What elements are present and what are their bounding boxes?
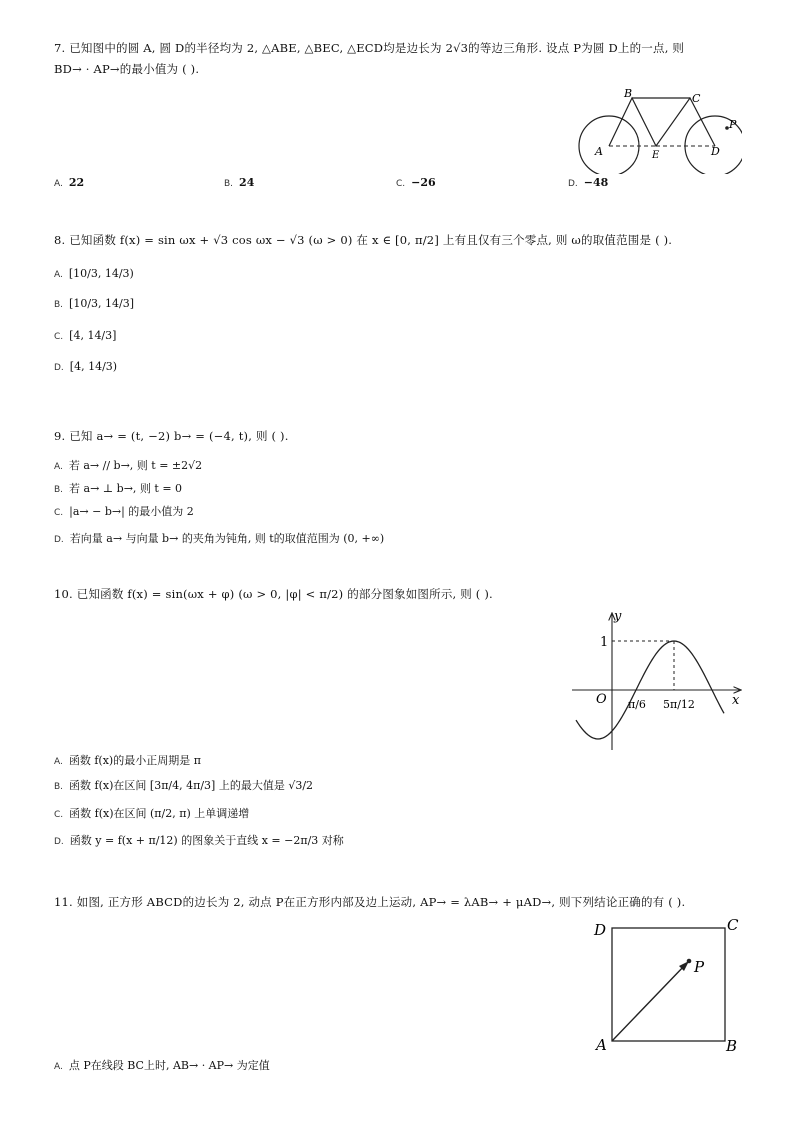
q10-option-c: C. 函数 f(x)在区间 (π/2, π) 上单调递增: [54, 807, 250, 820]
q10-sine-graph: [568, 608, 748, 753]
q10-option-b: B. 函数 f(x)在区间 [3π/4, 4π/3] 上的最大值是 √3/2: [54, 779, 314, 792]
label-d: D: [711, 145, 720, 158]
y-one-label: 1: [600, 635, 609, 650]
q10-option-d: D. 函数 y = f(x + π/12) 的图象关于直线 x = −2π/3 对称: [54, 834, 344, 847]
q7-stem-line1: 7. 已知图中的圆 A, 圆 D的半径均为 2, △ABE, △BEC, △ECD均是边长为 2√3的等边三角形. 设点 P为圆 D上的一点, 则: [54, 41, 685, 55]
label-c: C: [692, 92, 701, 105]
q9-option-a: A. 若 a→ // b→, 则 t = ±2√2: [54, 459, 203, 472]
q7-option-c: C. −26: [396, 176, 436, 189]
q8-option-d: D. [4, 14/3): [54, 360, 118, 373]
q10-option-a: A. 函数 f(x)的最小正周期是 π: [54, 754, 201, 767]
q9-option-b: B. 若 a→ ⊥ b→, 则 t = 0: [54, 482, 183, 495]
y-axis-label: y: [614, 609, 622, 624]
x-axis-label: x: [732, 693, 740, 708]
q8-stem: 8. 已知函数 f(x) = sin ωx + √3 cos ωx − √3 (ω > 0) 在 x ∈ [0, π/2] 上有且仅有三个零点, 则 ω的取值范围是 ( ).: [54, 233, 673, 247]
tick-5pi-over-12: 5π/12: [663, 698, 695, 711]
q7-option-d: D. −48: [568, 176, 609, 189]
label-c: C: [727, 916, 739, 934]
q10-stem: 10. 已知函数 f(x) = sin(ωx + φ) (ω > 0, |φ| < π/2) 的部分图象如图所示, 则 ( ).: [54, 587, 493, 601]
q7-stem-line2: BD→ · AP→的最小值为 ( ).: [54, 62, 200, 76]
q9-option-d: D. 若向量 a→ 与向量 b→ 的夹角为钝角, 则 t的取值范围为 (0, +∞): [54, 532, 385, 545]
label-b: B: [726, 1037, 738, 1055]
q11-option-a: A. 点 P在线段 BC上时, AB→ · AP→ 为定值: [54, 1059, 270, 1072]
label-d: D: [594, 921, 607, 939]
triangle-chain: [609, 98, 715, 146]
label-a: A: [595, 145, 603, 158]
q9-option-c: C. |a→ − b→| 的最小值为 2: [54, 505, 194, 518]
tick-pi-over-6: π/6: [628, 698, 646, 711]
q9-stem: 9. 已知 a→ = (t, −2) b→ = (−4, t), 则 ( ).: [54, 429, 289, 443]
label-b: B: [624, 87, 633, 100]
q7-option-a: A. 22: [54, 176, 85, 189]
label-p: P: [694, 958, 705, 976]
vector-ap: [612, 964, 686, 1041]
label-a: A: [596, 1036, 607, 1054]
q7-circles-figure: [572, 84, 742, 174]
q11-square-figure: [590, 914, 750, 1056]
q7-option-b: B. 24: [224, 176, 255, 189]
label-e: E: [652, 150, 660, 161]
origin-label: O: [596, 692, 607, 707]
q11-stem: 11. 如图, 正方形 ABCD的边长为 2, 动点 P在正方形内部及边上运动, AP→ = λAB→ + μAD→, 则下列结论正确的有 ( ).: [54, 895, 686, 909]
label-p: P: [729, 118, 737, 131]
q8-option-c: C. [4, 14/3]: [54, 329, 117, 342]
q8-option-b: B. [10/3, 14/3]: [54, 297, 135, 310]
point-p: [687, 959, 692, 964]
q8-option-a: A. [10/3, 14/3): [54, 267, 134, 280]
